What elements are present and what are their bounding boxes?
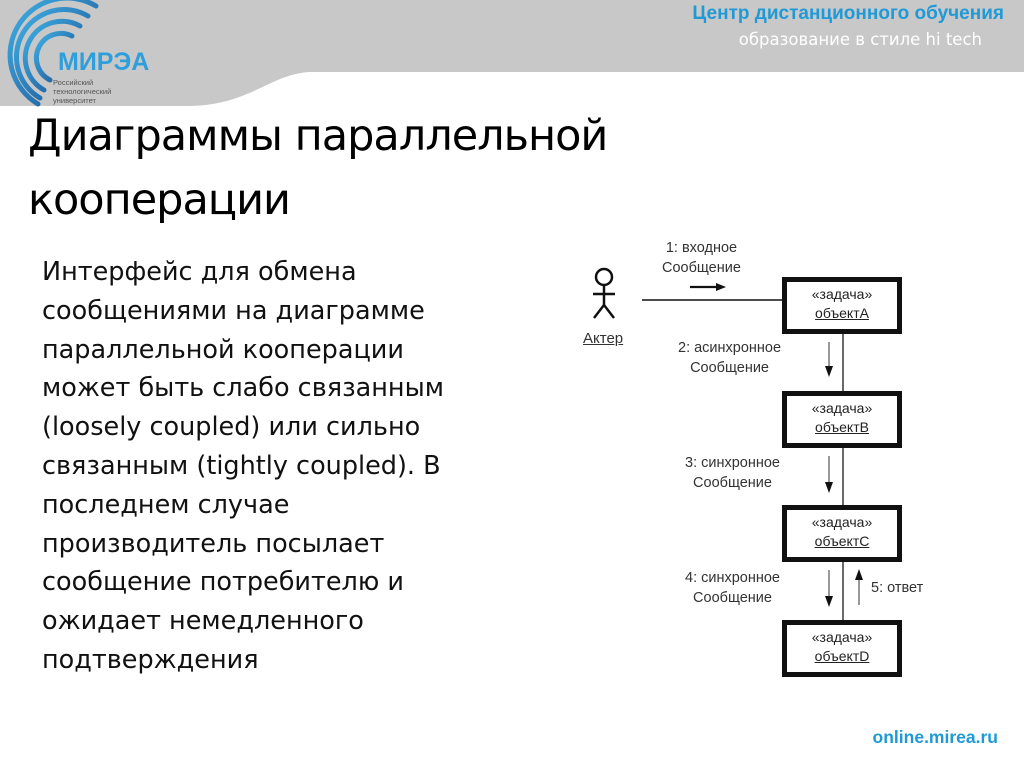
object-box-b [782, 391, 902, 448]
object-stereotype: «задача» [811, 400, 873, 416]
message-line: 3: синхронное [685, 455, 781, 471]
object-stereotype: «задача» [811, 514, 873, 530]
body-line: производитель посылает [42, 528, 385, 559]
body-line: (loosely coupled) или сильно [42, 412, 421, 443]
body-line: сообщение потребителю и [42, 567, 404, 598]
slide-title-line: кооперации [28, 175, 290, 225]
message-line: 2: асинхронное [678, 340, 782, 356]
center-title: Центр дистанционного обучения [692, 3, 1004, 24]
body-line: может быть слабо связанным [42, 373, 444, 404]
message-line: Сообщение [693, 475, 772, 491]
actor-icon [593, 269, 615, 318]
message-2-label [678, 338, 781, 378]
slide-title [28, 104, 607, 232]
mirea-logo [0, 0, 180, 110]
object-name: объектB [815, 419, 869, 435]
object-name: объектC [814, 533, 870, 549]
body-line: параллельной кооперации [42, 334, 404, 365]
body-line: подтверждения [42, 644, 259, 675]
body-line: Интерфейс для обмена [42, 257, 357, 287]
message-line: 1: входное [665, 240, 738, 256]
body-line: сообщениями на диаграмме [42, 295, 425, 326]
message-3-label [685, 453, 780, 493]
object-stereotype: «задача» [811, 629, 873, 645]
message-5-label: 5: ответ [871, 580, 924, 596]
object-name: объектA [815, 305, 869, 321]
logo-subtitle-line: технологический [53, 87, 112, 96]
message-line: Сообщение [662, 260, 741, 276]
body-line: связанным (tightly coupled). В [42, 450, 441, 481]
collaboration-diagram [570, 230, 970, 690]
message-line: Сообщение [690, 360, 769, 376]
object-box-d [782, 620, 902, 677]
object-name: объектD [814, 648, 870, 664]
logo-wordmark: МИРЭА [58, 48, 150, 76]
message-line: Сообщение [693, 590, 772, 606]
message-line: 4: синхронное [685, 570, 781, 586]
body-line: последнем случае [42, 489, 290, 520]
slide-title-line: Диаграммы параллельной [28, 111, 608, 161]
object-box-c [782, 505, 902, 562]
logo-subtitle-line: Российский [53, 78, 94, 87]
object-box-a [782, 277, 902, 334]
center-subtitle: образование в стиле hi tech [738, 30, 982, 49]
actor-label: Актер [583, 330, 624, 347]
message-1-label [662, 238, 741, 278]
logo-subtitle-line: университет [53, 96, 96, 105]
footer-url-link[interactable]: online.mirea.ru [872, 727, 998, 747]
object-stereotype: «задача» [811, 286, 873, 302]
message-4-label [685, 568, 780, 608]
slide-body [42, 253, 562, 680]
body-line: ожидает немедленного [42, 606, 364, 637]
